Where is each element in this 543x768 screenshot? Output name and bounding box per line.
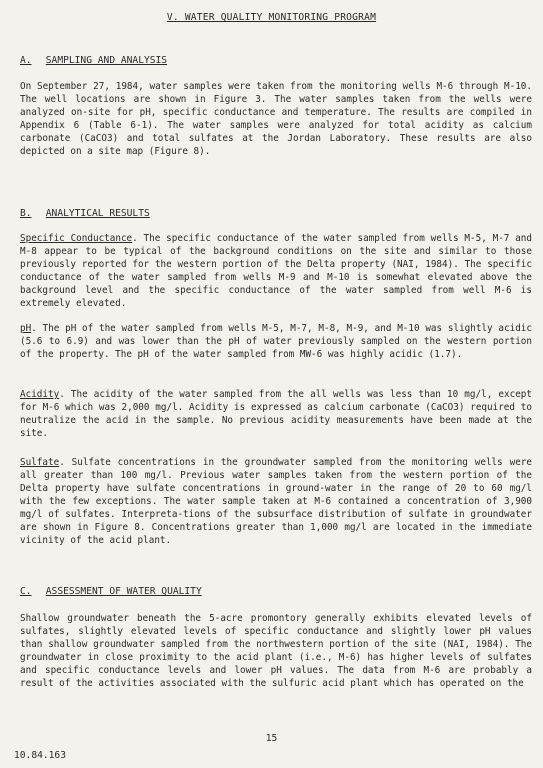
paragraph-acidity	[20, 388, 532, 440]
document-code: 10.84.163	[14, 750, 66, 761]
page-title-text: V. WATER QUALITY MONITORING PROGRAM	[166, 12, 377, 23]
section-b-title: ANALYTICAL RESULTS	[45, 208, 150, 219]
section-a-title: SAMPLING AND ANALYSIS	[45, 55, 168, 66]
paragraph-sampling: On September 27, 1984, water samples were taken from the monitoring wells M-6 through M-10. The well locations are shown in Figure 3. The water samples taken from the wells were analyzed on-site for pH, specific conductance and temperature. The results are compiled in Appendix 6 (Table 6-1). The water samples were analyzed for total acidity as calcium carbonate (CaCO3) and total sulfates at the Jordan Laboratory. These results are also depicted on a site map (Figure 8).	[20, 81, 532, 157]
conductance-label: Specific Conductance	[20, 233, 133, 244]
section-c-heading	[20, 586, 202, 597]
sulfate-label: Sulfate	[20, 457, 60, 468]
acidity-label: Acidity	[20, 389, 60, 400]
paragraph-sulfate	[20, 456, 532, 547]
page-number: 15	[265, 733, 278, 744]
paragraph-ph	[20, 322, 532, 361]
section-a-heading	[20, 55, 167, 66]
paragraph-assessment: Shallow groundwater beneath the 5-acre promontory generally exhibits elevated levels of sulfates, slightly elevated levels of specific conductance and slightly lower pH values than shallow groundwater sampled from the northwestern portion of the site (NAI, 1984). The groundwater in close proximity to the acid plant (i.e., M-6) has higher levels of sulfates and specific conductance levels and lower pH values. The data from M-6 are probably a result of the activities associated with the sulfuric acid plant which has operated on the	[20, 613, 532, 689]
section-b-letter: B.	[20, 208, 32, 219]
ph-text: . The pH of the water sampled from wells M-5, M-7, M-8, M-9, and M-10 was slightly acidic (5.6 to 6.9) and was lower than the pH of water previously sampled on the western portion of the property. The pH of the water sampled from MW-6 was highly acidic (1.7).	[20, 323, 532, 360]
section-c-letter: C.	[20, 586, 32, 597]
section-a-letter: A.	[20, 55, 32, 66]
section-c-title: ASSESSMENT OF WATER QUALITY	[45, 586, 202, 597]
conductance-text: . The specific conductance of the water sampled from wells M-5, M-7 and M-8 appear to be typical of the background conditions on the site and similar to those previously reported for the western portion of the Delta property (NAI, 1984). The specific conductance of the water sampled from wells M-9 and M-10 is somewhat elevated above the background level and the specific conductance of the water sampled from well M-6 is extremely elevated.	[20, 233, 532, 309]
page-title	[0, 12, 543, 23]
section-b-heading	[20, 208, 150, 219]
ph-label: pH	[20, 323, 32, 334]
acidity-text: . The acidity of the water sampled from the all wells was less than 10 mg/l, except for M-6 which was 2,000 mg/l. Acidity is expressed as calcium carbonate (CaCO3) required to neutralize the acid in the sample. No previous acidity measurements have been made at the site.	[20, 389, 532, 439]
sulfate-text: . Sulfate concentrations in the groundwater sampled from the monitoring wells were all greater than 100 mg/l. Previous water samples taken from the western portion of the Delta property have sulfate concentrations in ground-water in the range of 20 to 60 mg/l with the few exceptions. The water sample taken at M-6 contained a concentration of 3,900 mg/l of sulfates. Interpreta-tions of the subsurface distribution of sulfate in groundwater are shown in Figure 8. Concentrations greater than 1,000 mg/l are located in the immediate vicinity of the acid plant.	[20, 457, 532, 546]
paragraph-specific-conductance	[20, 232, 532, 310]
